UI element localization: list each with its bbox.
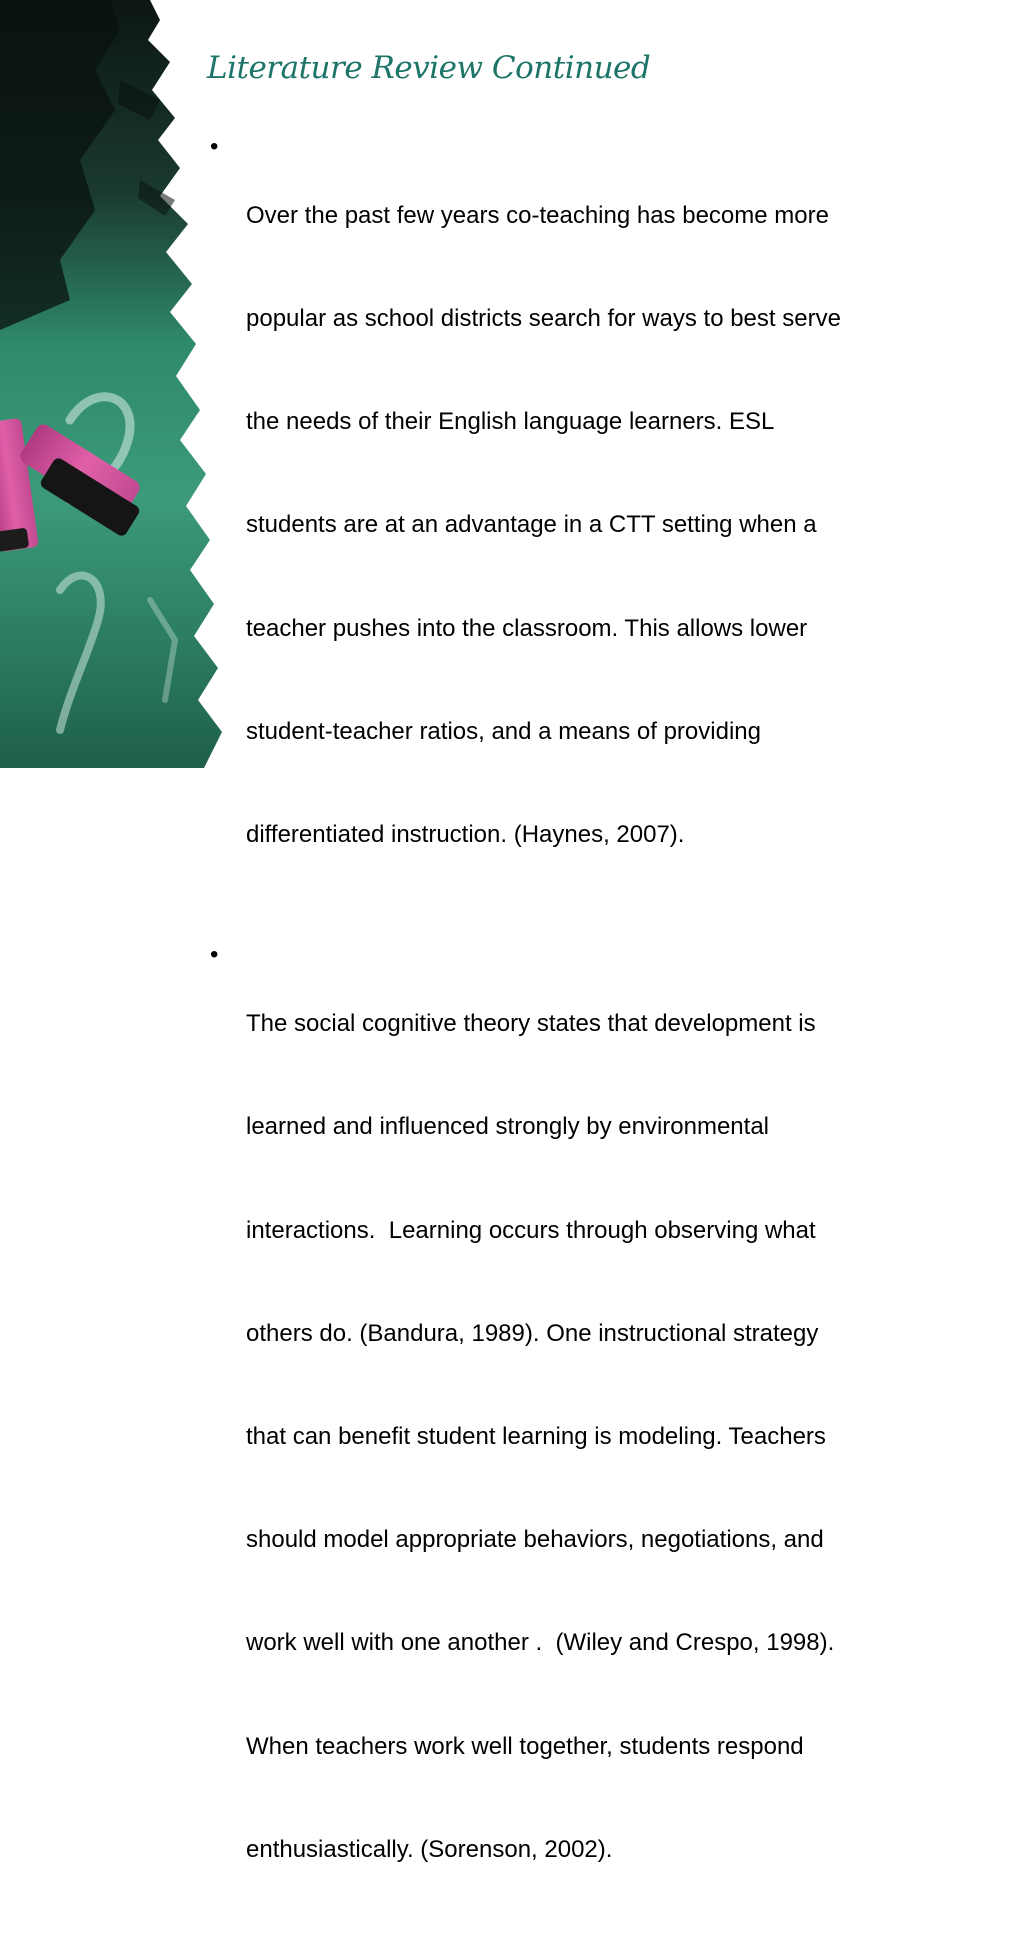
bullet-line: When teachers work well together, students respond — [246, 1732, 804, 1760]
bullet-marker: • — [210, 941, 219, 969]
bullet-line: The social cognitive theory states that development is — [246, 1010, 816, 1038]
bullet-marker: • — [210, 133, 219, 160]
bullet-line: enthusiastically. (Sorenson, 2002). — [246, 1835, 613, 1863]
bullet-line: interactions. Learning occurs through observing what — [246, 1216, 816, 1244]
bullet-item-social-cognitive-theory — [207, 938, 967, 1936]
bullet-line: teacher pushes into the classroom. This allows lower — [246, 614, 808, 642]
bullet-line: others do. (Bandura, 1989). One instructional strategy — [246, 1319, 819, 1347]
bullet-line: popular as school districts search for ways to best serve — [246, 305, 841, 333]
bullet-line: differentiated instruction. (Haynes, 2007). — [246, 821, 685, 849]
bullet-line: work well with one another . (Wiley and Crespo, 1998). — [246, 1629, 835, 1657]
bullet-line: student-teacher ratios, and a means of providing — [246, 717, 761, 745]
chalkboard-decoration — [0, 0, 240, 768]
bullet-line: should model appropriate behaviors, negotiations, and — [246, 1526, 824, 1554]
bullet-list — [207, 130, 967, 1953]
bullet-line: learned and influenced strongly by environmental — [246, 1113, 769, 1141]
bullet-text — [246, 130, 967, 921]
bullet-line: students are at an advantage in a CTT setting when a — [246, 511, 817, 539]
bullet-line: the needs of their English language learners. ESL — [246, 408, 775, 436]
bullet-text — [246, 938, 967, 1936]
bullet-line: Over the past few years co-teaching has become more — [246, 201, 829, 229]
slide-title: Literature Review Continued — [207, 50, 651, 86]
bullet-line: that can benefit student learning is modeling. Teachers — [246, 1423, 826, 1451]
bullet-item-co-teaching — [207, 130, 967, 921]
chalkboard-image — [0, 0, 240, 768]
